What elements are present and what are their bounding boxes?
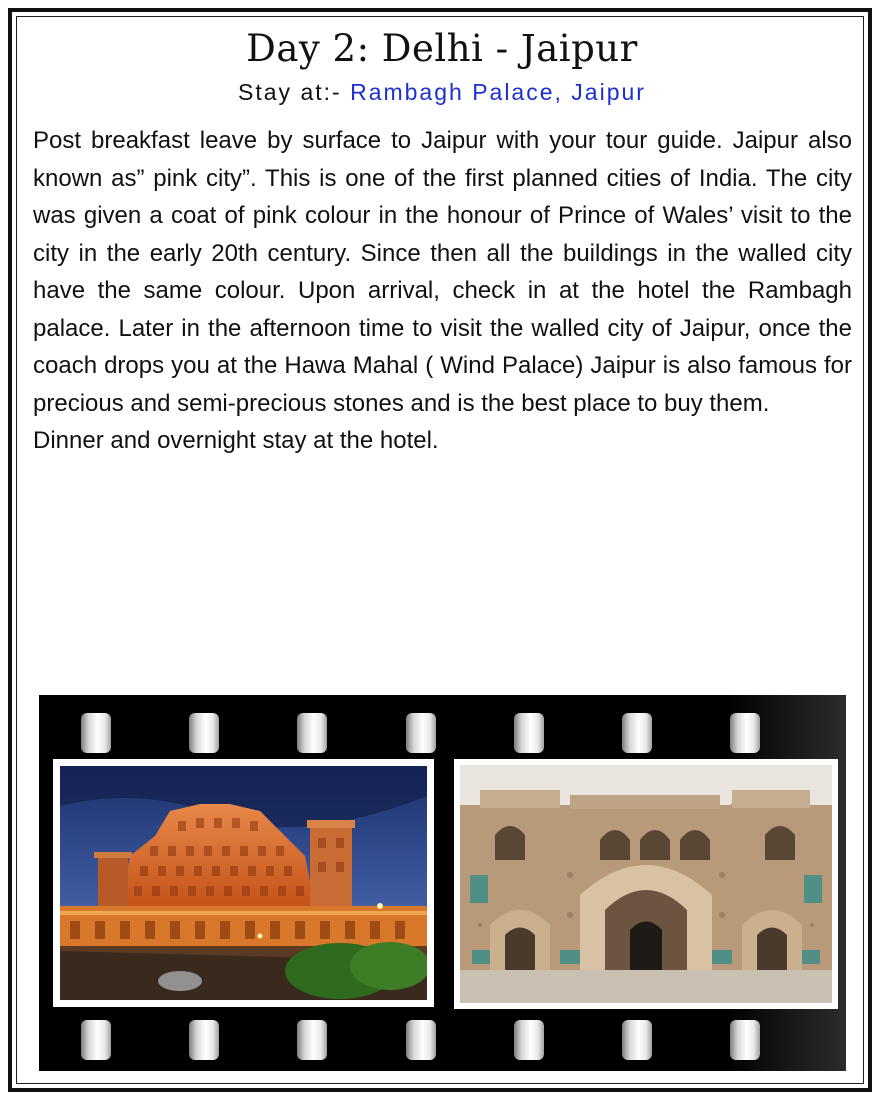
sprocket-hole <box>730 1020 760 1060</box>
page-title: Day 2: Delhi - Jaipur <box>246 27 638 70</box>
itinerary-text <box>33 122 852 460</box>
sprocket-hole <box>189 1020 219 1060</box>
sprocket-hole <box>406 713 436 753</box>
hawa-mahal-frame <box>53 759 434 1007</box>
sprocket-hole <box>406 1020 436 1060</box>
itinerary-closing: Dinner and overnight stay at the hotel. <box>33 427 439 454</box>
sprocket-hole <box>514 1020 544 1060</box>
sprocket-hole <box>81 1020 111 1060</box>
stay-label: Stay at:- <box>238 79 351 105</box>
sprocket-hole <box>189 713 219 753</box>
sprocket-hole <box>81 713 111 753</box>
sprocket-hole <box>730 713 760 753</box>
sprocket-hole <box>297 1020 327 1060</box>
hotel-name: Rambagh Palace, Jaipur <box>350 79 646 105</box>
sprocket-hole <box>514 713 544 753</box>
amber-fort-ganesh-pol-photo <box>460 765 832 1003</box>
sprocket-hole <box>622 1020 652 1060</box>
sprocket-hole <box>622 713 652 753</box>
amber-fort-frame <box>454 759 838 1009</box>
filmstrip <box>39 695 846 1071</box>
sprocket-hole <box>297 713 327 753</box>
itinerary-paragraph: Post breakfast leave by surface to Jaipur with your tour guide. Jaipur also known as” pink city”. This is one of the first planned cities of India. The city was given a coat of pink colour in the honour of Prince of Wales’ visit to the city in the early 20th century. Since then all the buildings in the walled city have the same colour. Upon arrival, check in at the hotel the Rambagh palace. Later in the afternoon time to visit the walled city of Jaipur, once the coach drops you at the Hawa Mahal ( Wind Palace) Jaipur is also famous for precious and semi-precious stones and is the best place to buy them. <box>33 127 852 417</box>
stay-line <box>0 79 884 106</box>
hawa-mahal-photo <box>60 766 427 1000</box>
